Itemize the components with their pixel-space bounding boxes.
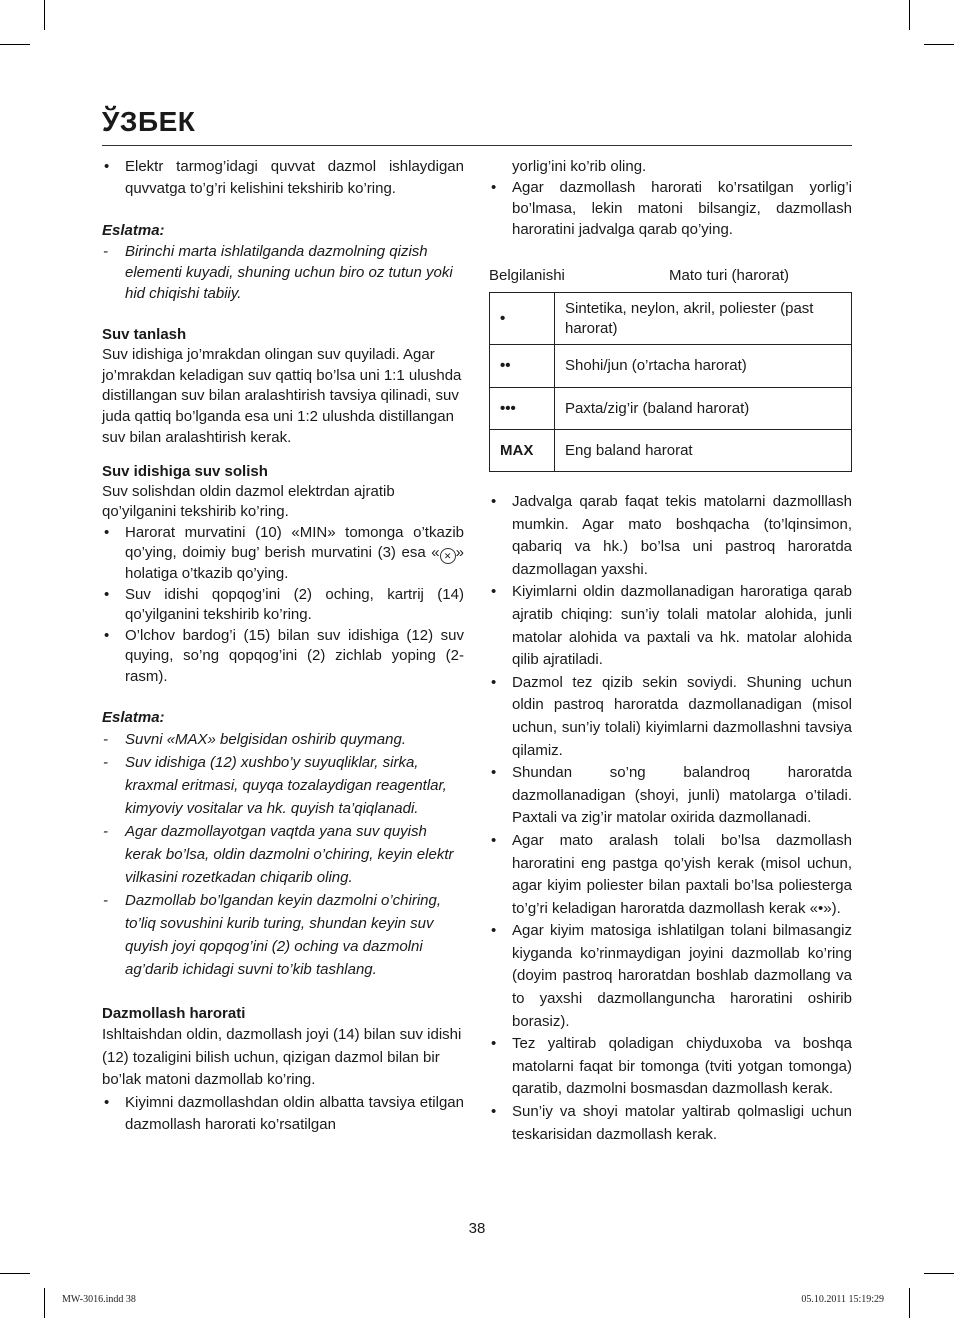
- crop-mark: [909, 0, 910, 30]
- page-number: 38: [468, 1220, 486, 1237]
- list-item: • Agar mato aralash tolali bo’lsa dazmollash haroratini eng pastga qo’yish kerak (misol uchun, agar kiyim poliester bilan paxtali bo’lsa poliesterga to’g’ri keladigan haroratda dazmollash kerak «•»).: [489, 830, 852, 920]
- crop-mark: [924, 44, 954, 45]
- list-item: • Elektr tarmog’idagi quvvat dazmol ishlaydigan quvvatga to’g’ri kelishini tekshirib ko’ring.: [102, 156, 464, 200]
- paragraph: yorlig’ini ko’rib oling.: [512, 158, 647, 175]
- table-cell-desc: Paxta/zig’ir (baland harorat): [555, 388, 852, 430]
- footer-file: MW-3016.indd 38: [62, 1294, 136, 1305]
- table-row: [490, 430, 852, 472]
- fill-list: [102, 523, 464, 688]
- crop-mark: [44, 1288, 45, 1318]
- intro-list: [489, 177, 852, 240]
- table-row: [490, 388, 852, 430]
- table-cell-mark: MAX: [490, 430, 555, 472]
- paragraph: Suv idishiga jo’mrakdan olingan suv quyiladi. Agar jo’mrakdan keladigan suv qattiq bo’lsa uni 1:1 ulushda distillangan suv bilan aralashtirish tavsiya qilinadi, suv juda qattiq bo’lganda esa uni 1:2 ulushda distillangan suv bilan aralashtirish kerak.: [102, 346, 462, 446]
- paragraph: Ishltaishdan oldin, dazmollash joyi (14) bilan suv idishi (12) tozaligini bilish uchun, qizigan dazmol bilan bir bo’lak matoni dazmollab ko’ring.: [102, 1026, 462, 1089]
- list-item: • Suv idishi qopqog’ini (2) oching, kartrij (14) qo’yilganini tekshirib ko’ring.: [102, 585, 464, 626]
- list-item: • Sun’iy va shoyi matolar yaltirab qolmasligi uchun teskarisidan dazmollash kerak.: [489, 1101, 852, 1146]
- table-row: [490, 345, 852, 388]
- list-item: • Kiyimlarni oldin dazmollanadigan haroratiga qarab ajratib chiqing: sun’iy tolali matolar alohida, junli matolar alohida va paxtali va hk. matolar alohida qilib ajratiladi.: [489, 581, 852, 671]
- list-item: - Suvni «MAX» belgisidan oshirib quymang.: [102, 728, 464, 751]
- table-cell-mark: •: [490, 293, 555, 345]
- table-header: [489, 265, 852, 286]
- list-item: - Dazmollab bo’lgandan keyin dazmolni o’chiring, to’liq sovushini kurib turing, shundan keyin suv quyish joyi qopqog’ini (2) oching va dazmolni ag’darib ichidagi suvni to’kib tashlang.: [102, 889, 464, 981]
- left-column: [102, 156, 464, 1137]
- list-item-text: » holatiga o’tkazib qo’ying.: [125, 544, 464, 583]
- right-column: [489, 156, 852, 1146]
- table-row: [490, 293, 852, 345]
- intro-list: [102, 156, 464, 200]
- table-header-type: Mato turi (harorat): [669, 267, 790, 284]
- note-list: [102, 728, 464, 981]
- list-item: • Tez yaltirab qoladigan chiyduxoba va boshqa matolarni faqat bir tomonga (tviti yotgan tomonga) qaratib, dazmolni bosmasdan dazmollash kerak.: [489, 1033, 852, 1101]
- section-heading-temp: Dazmollash harorati: [102, 1005, 246, 1023]
- list-item: • Agar kiyim matosiga ishlatilgan tolani bilmasangiz kiyganda ko’rinmaydigan joyini dazmollab ko’ring (doyim pastroq haroratdan boshlab dazmollang va to yaxshi dazmollanguncha haroratini oshirib borasiz).: [489, 920, 852, 1033]
- list-item: • Shundan so’ng balandroq haroratda dazmollanadigan (shoyi, junli) matolarga o’tiladi. Paxtali va zig’ir matolar oxirida dazmollanadi.: [489, 762, 852, 830]
- temperature-table: [489, 292, 852, 472]
- crop-mark: [0, 44, 30, 45]
- table-header-mark: Belgilanishi: [489, 267, 565, 284]
- list-item-text: Harorat murvatini (10) «MIN» tomonga o’tkazib qo’ying, doimiy bug’ berish murvatini (3) esa «: [125, 523, 464, 562]
- crop-mark: [0, 1273, 30, 1274]
- list-item: - Birinchi marta ishlatilganda dazmolning qizish elementi kuyadi, shuning uchun biro oz tutun yoki hid chiqishi tabiiy.: [102, 241, 464, 304]
- note-title: Eslatma:: [102, 222, 165, 239]
- crop-mark: [909, 1288, 910, 1318]
- table-cell-mark: •••: [490, 388, 555, 430]
- list-item: • Jadvalga qarab faqat tekis matolarni dazmolllash mumkin. Agar mato boshqacha (to’lqinsimon, qabariq va hk.) bo’lsa uni pastroq haroratda dazmollagan yaxshi.: [489, 491, 852, 581]
- page-title: ЎЗБЕК: [102, 106, 196, 137]
- note-list: [102, 241, 464, 304]
- list-item: • Kiyimni dazmollashdan oldin albatta tavsiya etilgan dazmollash harorati ko’rsatilgan: [102, 1092, 464, 1137]
- ironing-tips-list: [489, 491, 852, 1146]
- list-item: - Agar dazmollayotgan vaqtda yana suv quyish kerak bo’lsa, oldin dazmolni o’chiring, keyin elektr vilkasini rozetkadan chiqarib oling.: [102, 820, 464, 889]
- section-heading-water: Suv tanlash: [102, 326, 187, 343]
- steam-off-icon: ✕: [440, 548, 456, 564]
- crop-mark: [44, 0, 45, 30]
- paragraph: Suv solishdan oldin dazmol elektrdan ajratib qo’yilganini tekshirib ko’ring.: [102, 482, 395, 521]
- table-cell-desc: Shohi/jun (o’rtacha harorat): [555, 345, 852, 388]
- table-cell-mark: ••: [490, 345, 555, 388]
- crop-mark: [924, 1273, 954, 1274]
- list-item: • Dazmol tez qizib sekin soviydi. Shuning uchun oldin pastroq haroratda dazmollanadigan (misol uchun, sun’iy tolali) kiyimlarni dazmollashni tavsiya qilamiz.: [489, 672, 852, 762]
- footer-date: 05.10.2011 15:19:29: [801, 1294, 884, 1305]
- note-title: Eslatma:: [102, 709, 165, 727]
- section-heading-fill: Suv idishiga suv solish: [102, 462, 268, 480]
- temp-list: [102, 1092, 464, 1137]
- list-item: • Agar dazmollash harorati ko’rsatilgan yorlig’i bo’lmasa, lekin matoni bilsangiz, dazmollash haroratini jadvalga qarab qo’ying.: [489, 177, 852, 240]
- list-item: • O’lchov bardog’i (15) bilan suv idishiga (12) suv quying, so’ng qopqog’ini (2) zichlab yoping (2-rasm).: [102, 626, 464, 688]
- title-rule: [102, 145, 852, 146]
- list-item: [102, 523, 464, 585]
- table-cell-desc: Eng baland harorat: [555, 430, 852, 472]
- table-cell-desc: Sintetika, neylon, akril, poliester (past harorat): [555, 293, 852, 345]
- list-item: - Suv idishiga (12) xushbo’y suyuqliklar, sirka, kraxmal eritmasi, quyqa tozalaydigan reagentlar, kimyoviy vositalar va hk. quyish ta’qiqlanadi.: [102, 751, 464, 820]
